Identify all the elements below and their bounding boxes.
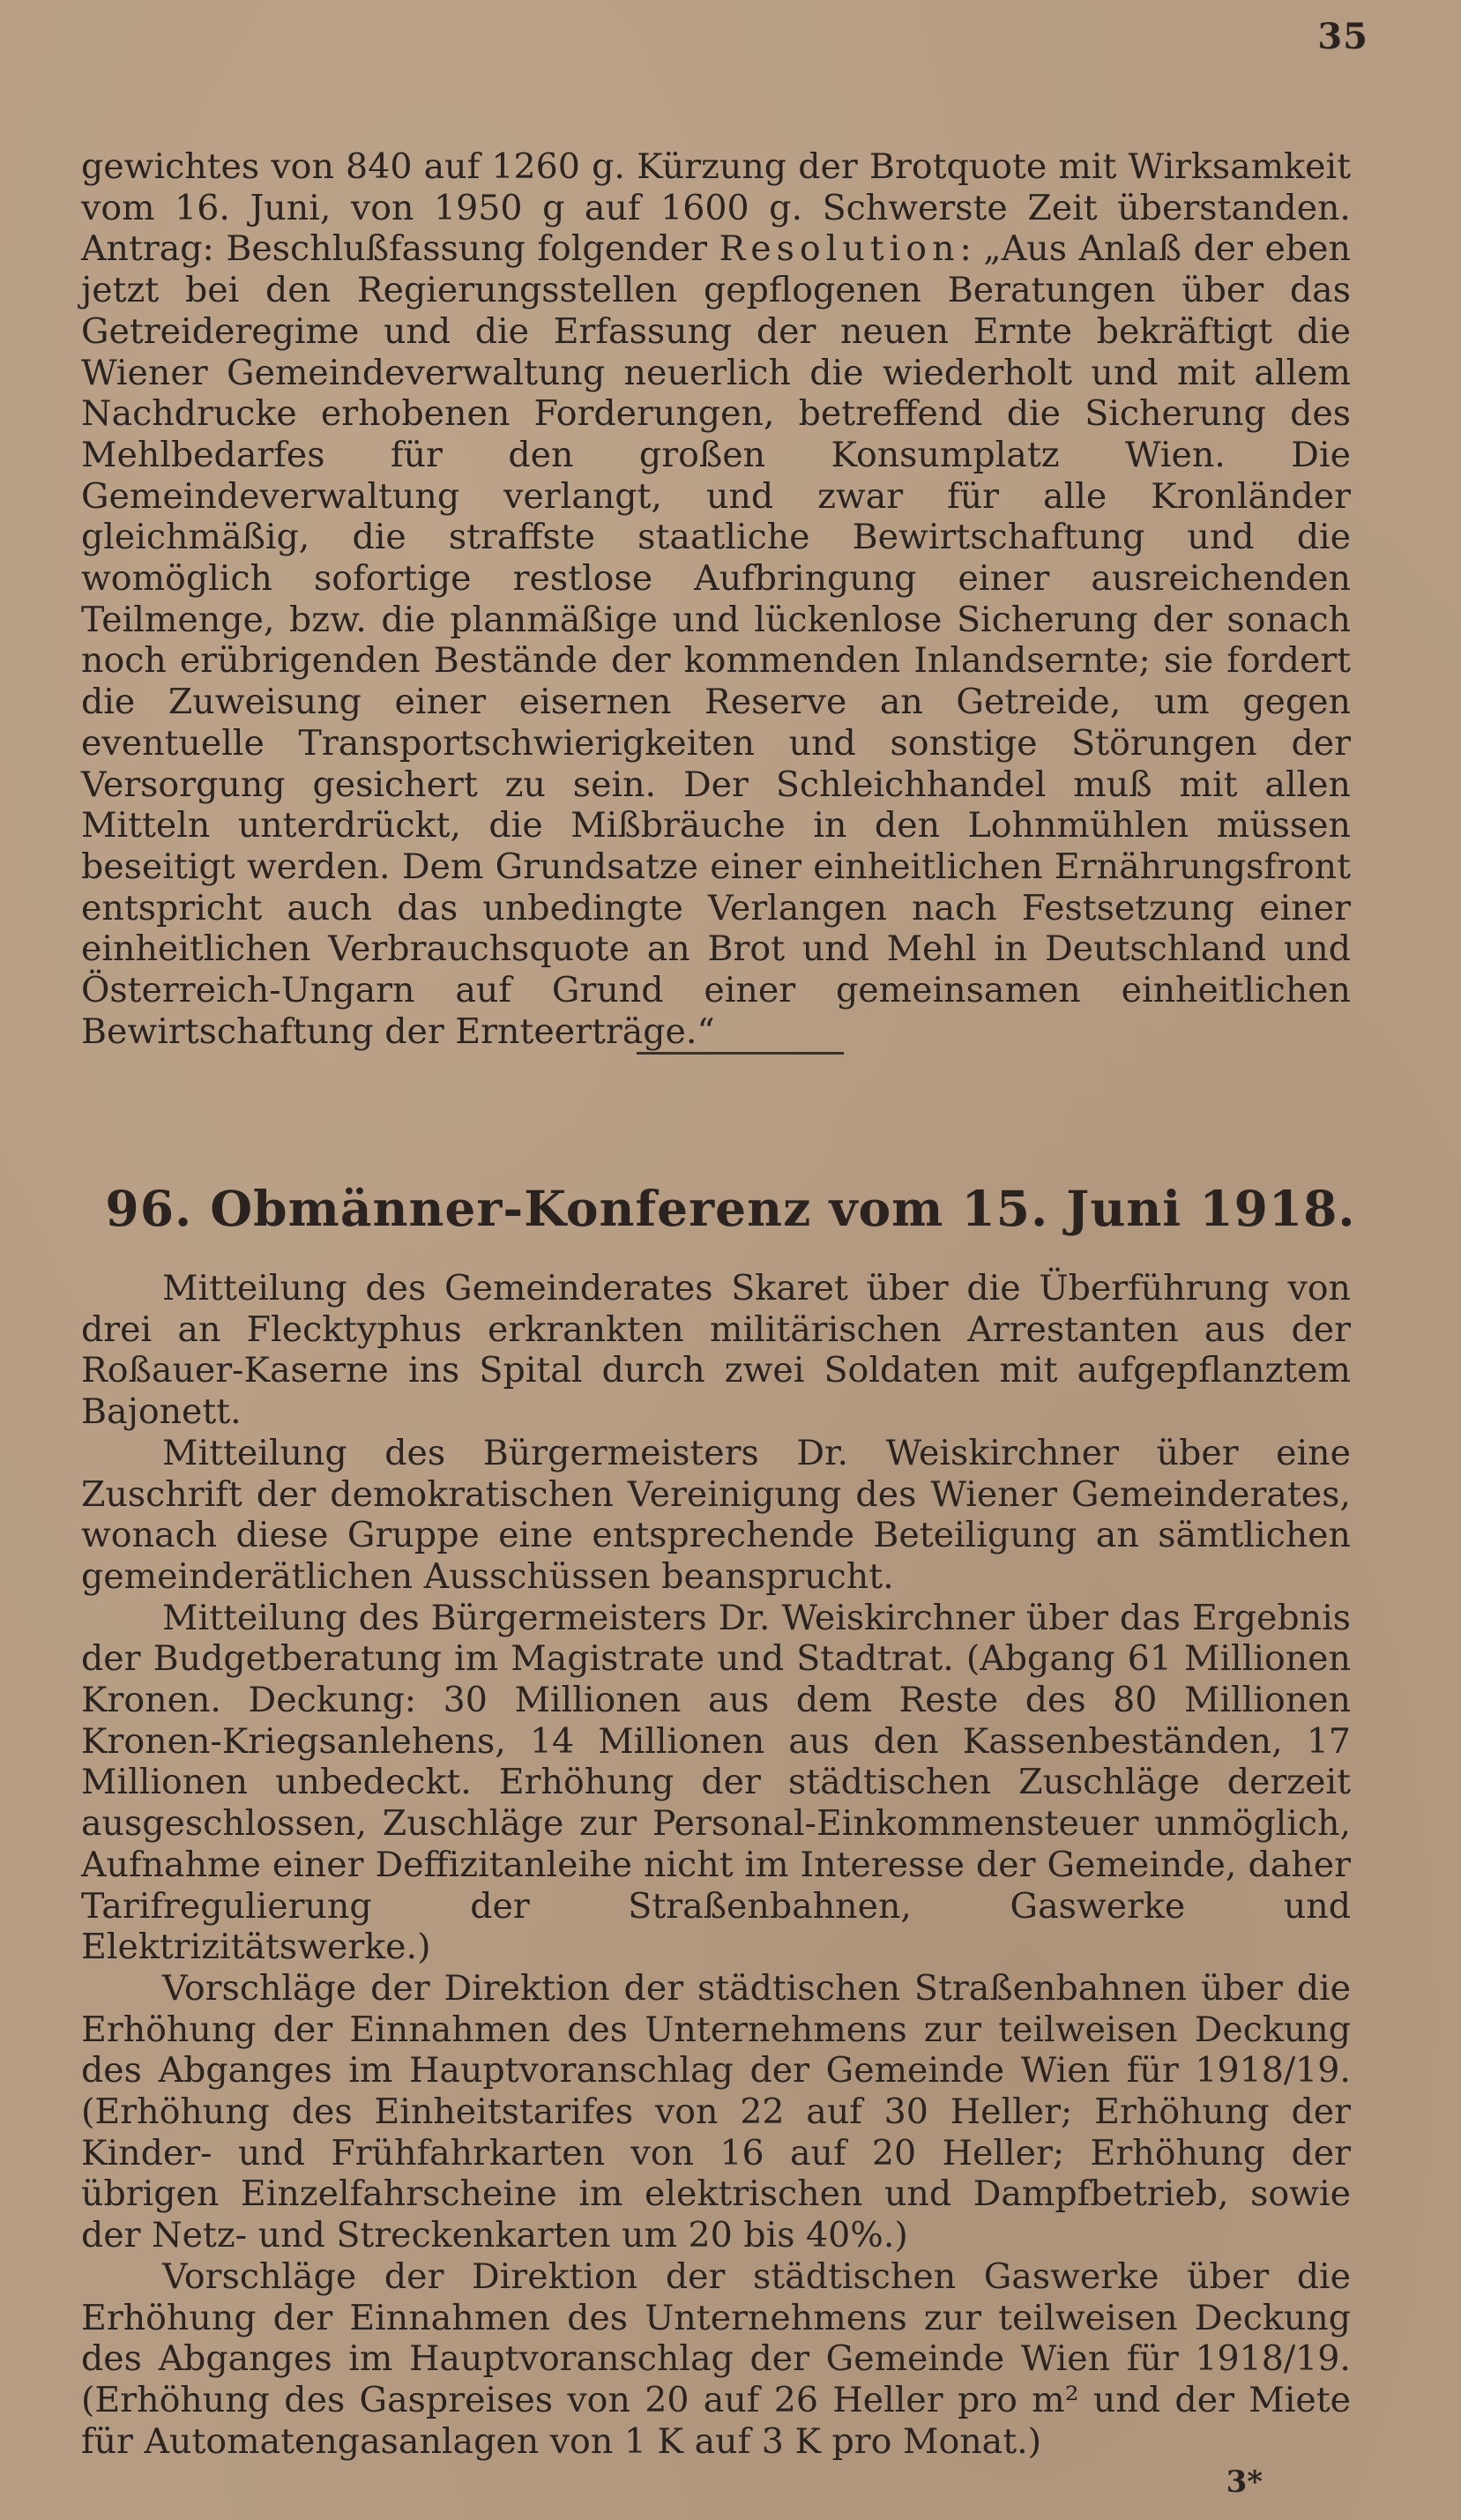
signature-mark: 3* bbox=[1226, 2464, 1263, 2500]
resolution-quote: : „Aus Anlaß der eben jetzt bei den Regierungsstellen gepflogenen Beratungen über das Getreideregime und die Erfassung der neuen Ernte bekräftigt die Wiener Gemeindeverwaltung neuerlich die wiederholt und mit allem Nachdrucke erhobenen Forderungen, betreffend die Sicherung des Mehlbedarfes für den großen Konsumplatz Wien. Die Gemeindeverwaltung verlangt, und zwar für alle Kronländer gleichmäßig, die straffste staatliche Bewirtschaftung und die womöglich sofortige restlose Aufbringung einer ausreichenden Teilmenge, bzw. die planmäßige und lückenlose Sicherung der sonach noch erübrigenden Bestände der kommenden Inlandsernte; sie fordert die Zuweisung einer eisernen Reserve an Getreide, um gegen eventuelle Transportschwierigkeiten und sonstige Störungen der Versorgung gesichert zu sein. Der Schleichhandel muß mit allen Mitteln unterdrückt, die Mißbräuche in den Lohnmühlen müssen beseitigt werden. Dem Grundsatze einer einheitlichen Ernährungsfront entspricht auch das unbedingte Verlangen nach Festsetzung einer einheitlichen Verbrauchsquote an Brot und Mehl in Deutschland und Österreich-Ungarn auf Grund einer gemeinsamen einheitlichen Bewirtschaftung der Ernteerträge.“ bbox=[81, 228, 1351, 1052]
paragraph-budget: Mitteilung des Bürgermeisters Dr. Weiskirchner über das Ergebnis der Budgetberatung im Magistrate und Stadtrat. (Abgang 61 Millionen Kronen. Deckung: 30 Millionen aus dem Reste des 80 Millionen Kronen-Kriegsanlehens, 14 Millionen aus den Kassenbeständen, 17 Millionen unbedeckt. Erhöhung der städtischen Zuschläge derzeit ausgeschlossen, Zuschläge zur Personal-Einkommensteuer unmöglich, Aufnahme einer Deffizitanleihe nicht im Interesse der Gemeinde, daher Tarifregulierung der Straßenbahnen, Gaswerke und Elektrizitätswerke.) bbox=[81, 1597, 1351, 1968]
intro-paragraph bbox=[81, 146, 1351, 1052]
paragraph-tramways: Vorschläge der Direktion der städtischen Straßenbahnen über die Erhöhung der Einnahmen des Unternehmens zur teilweisen Deckung des Abganges im Hauptvoranschlag der Gemeinde Wien für 1918/19. (Erhöhung des Einheitstarifes von 22 auf 30 Heller; Erhöhung der Kinder- und Frühfahrkarten von 16 auf 20 Heller; Erhöhung der übrigen Einzelfahrscheine im elektrischen und Dampfbetrieb, sowie der Netz- und Streckenkarten um 20 bis 40%.) bbox=[81, 1967, 1351, 2256]
page-number: 35 bbox=[1317, 16, 1368, 57]
paragraph-skaret: Mitteilung des Gemeinderates Skaret über die Überführung von drei an Flecktyphus erkrankten militärischen Arrestanten aus der Roßauer-Kaserne ins Spital durch zwei Soldaten mit aufgepflanztem Bajonett. bbox=[81, 1268, 1351, 1433]
resolution-word: Resolution bbox=[719, 228, 960, 270]
section-divider bbox=[637, 1052, 844, 1055]
intro-text-before: gewichtes von 840 auf 1260 g. Kürzung der Brotquote mit Wirksamkeit vom 16. Juni, von 1950 g auf 1600 g. Schwerste Zeit überstanden. Antrag: Beschlußfassung folgender bbox=[81, 146, 1351, 270]
paragraph-democratic-group: Mitteilung des Bürgermeisters Dr. Weiskirchner über eine Zuschrift der demokratischen Vereinigung des Wiener Gemeinderates, wonach diese Gruppe eine entsprechende Beteiligung an sämtlichen gemeinderätlichen Ausschüssen beansprucht. bbox=[81, 1432, 1351, 1597]
section-heading: 96. Obmänner-Konferenz vom 15. Juni 1918. bbox=[105, 1180, 1356, 1237]
paragraph-gasworks: Vorschläge der Direktion der städtischen Gaswerke über die Erhöhung der Einnahmen des Unternehmens zur teilweisen Deckung des Abganges im Hauptvoranschlag der Gemeinde Wien für 1918/19. (Erhöhung des Gaspreises von 20 auf 26 Heller pro m² und der Miete für Automatengasanlagen von 1 K auf 3 K pro Monat.) bbox=[81, 2255, 1351, 2462]
section-body bbox=[81, 1268, 1351, 2462]
resolution-text-block bbox=[81, 146, 1351, 1052]
